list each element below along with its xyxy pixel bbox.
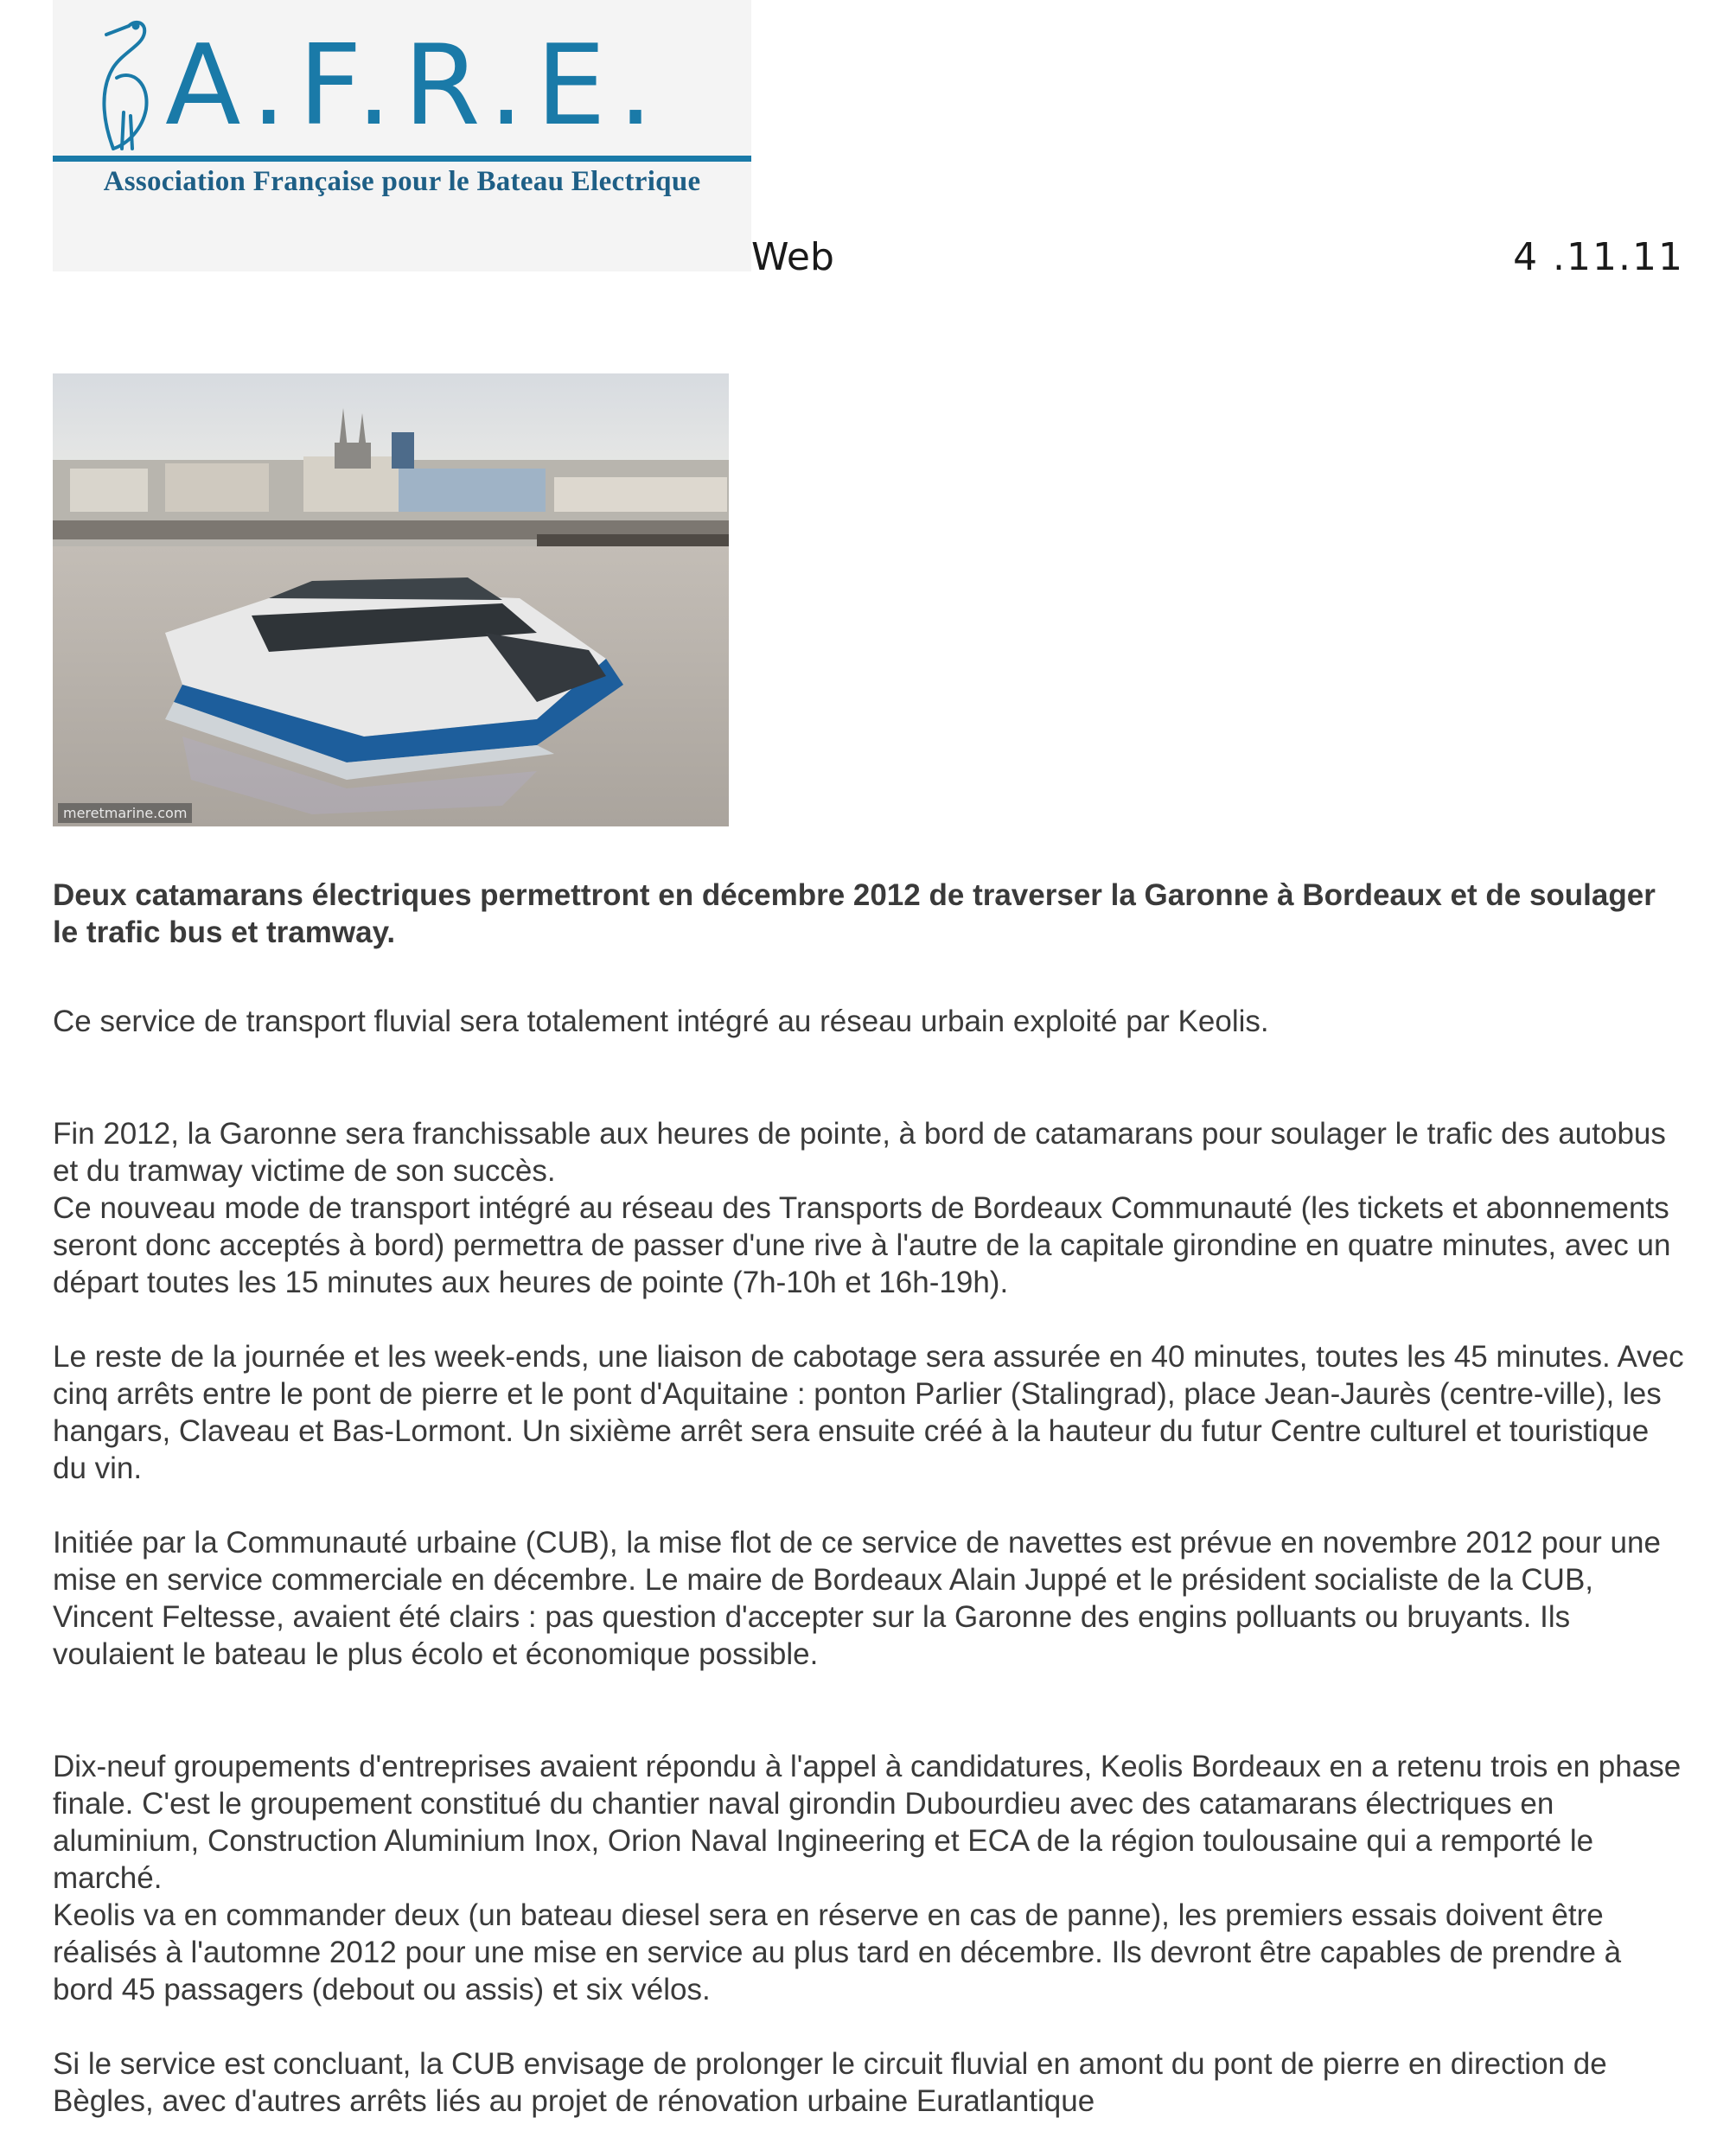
logo-divider — [53, 156, 751, 162]
article-paragraph: Ce service de transport fluvial sera totalement intégré au réseau urbain exploité par Keolis. — [53, 1005, 1269, 1038]
logo-subtitle: Association Française pour le Bateau Electrique — [103, 166, 701, 197]
afre-logo — [53, 0, 751, 271]
article-paragraph: Fin 2012, la Garonne sera franchissable aux heures de pointe, à bord de catamarans pour soulager le trafic des autobus et du tramway victime de son succès. Ce nouveau mode de transport intégré au réseau des Transports de Bordeaux Communauté (les tickets et abonnements seront donc acceptés à bord) permettra de passer d'une rive à l'autre de la capitale girondine en quatre minutes, avec un départ toutes les 15 minutes aux heures de pointe (7h-10h et 16h-19h). — [53, 1117, 1671, 1299]
article-headline: Deux catamarans électriques permettront en décembre 2012 de traverser la Garonne à Bordeaux et de soulager le trafic bus et tramway. — [53, 878, 1656, 949]
article-paragraph: Le reste de la journée et les week-ends, une liaison de cabotage sera assurée en 40 minutes, toutes les 45 minutes. Avec cinq arrêts entre le pont de pierre et le pont d'Aquitaine : ponton Parlier (Stalingrad), place Jean-Jaurès (centre-ville), les hangars, Claveau et Bas-Lormont. Un sixième arrêt sera ensuite créé à la hauteur du futur Centre culturel et touristique du vin. — [53, 1340, 1684, 1485]
logo-wordmark: A.F.R.E. — [165, 22, 666, 150]
date-label: 4 .11.11 — [1513, 235, 1684, 279]
article-photo — [53, 373, 729, 826]
article-paragraph: Dix-neuf groupements d'entreprises avaient répondu à l'appel à candidatures, Keolis Bordeaux en a retenu trois en phase finale. C'est le groupement constitué du chantier naval girondin Dubourdieu avec des catamarans électriques en aluminium, Construction Aluminium Inox, Orion Naval Ingineering et ECA de la région toulousaine qui a remporté le marché. Keolis va en commander deux (un bateau diesel sera en réserve en cas de panne), les premiers essais doivent être réalisés à l'automne 2012 pour une mise en service au plus tard en décembre. Ils devront être capables de prendre à bord 45 passagers (debout ou assis) et six vélos. — [53, 1750, 1682, 2006]
article-paragraph: Si le service est concluant, la CUB envisage de prolonger le circuit fluvial en amont du pont de pierre en direction de Bègles, avec d'autres arrêts liés au projet de rénovation urbaine Euratlantique — [53, 2047, 1607, 2118]
article-paragraph: Initiée par la Communauté urbaine (CUB), la mise flot de ce service de navettes est prévue en novembre 2012 pour une mise en service commerciale en décembre. Le maire de Bordeaux Alain Juppé et le président socialiste de la CUB, Vincent Feltesse, avaient été clairs : pas question d'accepter sur la Garonne des engins polluants ou bruyants. Ils voulaient le bateau le plus écolo et économique possible. — [53, 1526, 1661, 1671]
catamaran-illustration — [53, 373, 729, 826]
source-label: Web — [751, 235, 834, 279]
heron-icon — [104, 22, 146, 149]
photo-credit: meretmarine.com — [58, 803, 192, 823]
